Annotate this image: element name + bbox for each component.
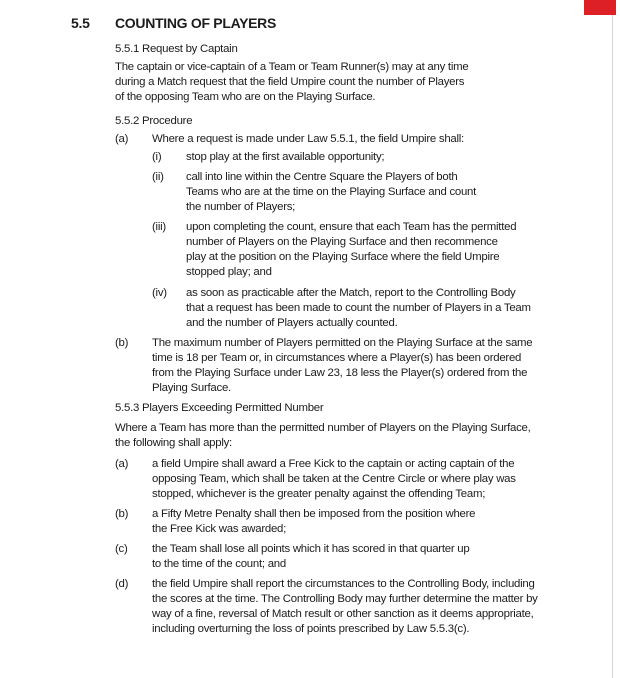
sublist-text: Teams who are at the time on the Playing Surface and count (186, 186, 477, 198)
list-item-text: the Free Kick was awarded; (152, 523, 287, 535)
list-marker: (d) (115, 578, 129, 590)
sublist-text: stop play at the first available opportunity; (186, 151, 385, 163)
sublist-text: as soon as practicable after the Match, report to the Controlling Body (186, 287, 516, 299)
list-item-text: stopped, whichever is the greater penalty against the offending Team; (152, 488, 486, 500)
sublist-text: stopped play; and (186, 266, 272, 278)
paragraph-line: of the opposing Team who are on the Playing Surface. (115, 91, 376, 103)
list-item-text: The maximum number of Players permitted on the Playing Surface at the same (152, 337, 533, 349)
sublist-text: upon completing the count, ensure that each Team has the permitted (186, 221, 517, 233)
section-title: COUNTING OF PLAYERS (115, 15, 277, 31)
list-item-text: Playing Surface. (152, 382, 231, 394)
list-item-text: way of a fine, reversal of Match result or other sanction as it deems appropriate, (152, 608, 534, 620)
list-marker: (a) (115, 133, 129, 145)
list-item-text: a Fifty Metre Penalty shall then be imposed from the position where (152, 508, 476, 520)
list-item-text: time is 18 per Team or, in circumstances where a Player(s) has been ordered (152, 352, 522, 364)
subsection-heading-5-5-1: 5.5.1 Request by Captain (115, 43, 238, 55)
sublist-text: that a request has been made to count the number of Players in a Team (186, 302, 531, 314)
list-item-text: Where a request is made under Law 5.5.1, the field Umpire shall: (152, 133, 464, 145)
paragraph-line: during a Match request that the field Umpire count the number of Players (115, 76, 465, 88)
sublist-marker: (ii) (152, 171, 164, 183)
paragraph-line: The captain or vice-captain of a Team or Team Runner(s) may at any time (115, 61, 469, 73)
list-item-text: the scores at the time. The Controlling Body may further determine the matter by (152, 593, 538, 605)
chapter-tab-marker (584, 0, 616, 15)
paragraph-line: the following shall apply: (115, 437, 232, 449)
subsection-heading-5-5-3: 5.5.3 Players Exceeding Permitted Number (115, 402, 324, 414)
sublist-text: call into line within the Centre Square the Players of both (186, 171, 458, 183)
paragraph-line: Where a Team has more than the permitted number of Players on the Playing Surface, (115, 422, 531, 434)
list-item-text: including overturning the loss of points prescribed by Law 5.5.3(c). (152, 623, 470, 635)
sublist-text: number of Players on the Playing Surface and then recommence (186, 236, 498, 248)
list-item-text: a field Umpire shall award a Free Kick to the captain or acting captain of the (152, 458, 515, 470)
list-item-text: opposing Team, which shall be taken at the Centre Circle or where play was (152, 473, 516, 485)
list-item-text: from the Playing Surface under Law 23, 18 less the Player(s) ordered from the (152, 367, 528, 379)
page-edge-rule (612, 0, 613, 678)
subsection-heading-5-5-2: 5.5.2 Procedure (115, 115, 193, 127)
list-item-text: the field Umpire shall report the circumstances to the Controlling Body, including (152, 578, 535, 590)
sublist-text: the number of Players; (186, 201, 296, 213)
list-marker: (a) (115, 458, 129, 470)
list-item-text: to the time of the count; and (152, 558, 286, 570)
sublist-marker: (iv) (152, 287, 167, 299)
sublist-marker: (iii) (152, 221, 166, 233)
sublist-text: play at the position on the Playing Surface where the field Umpire (186, 251, 500, 263)
list-item-text: the Team shall lose all points which it has scored in that quarter up (152, 543, 470, 555)
sublist-marker: (i) (152, 151, 162, 163)
list-marker: (b) (115, 337, 129, 349)
sublist-text: and the number of Players actually counted. (186, 317, 398, 329)
list-marker: (b) (115, 508, 129, 520)
list-marker: (c) (115, 543, 128, 555)
section-number: 5.5 (71, 15, 90, 31)
